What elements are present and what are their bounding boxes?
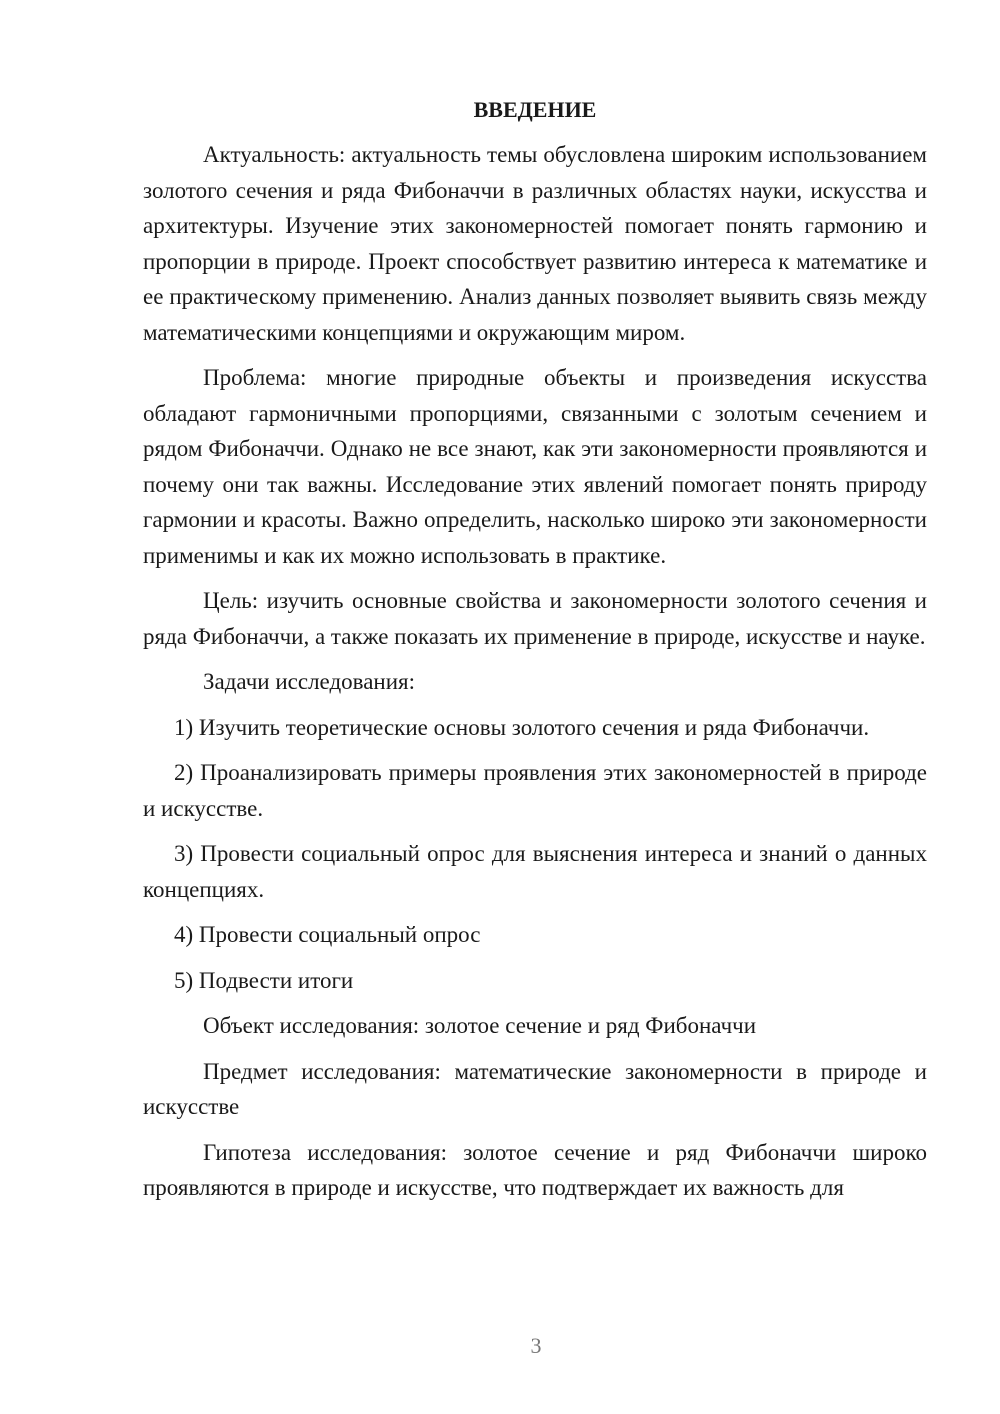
task-item-3: 3) Провести социальный опрос для выяснения интереса и знаний о данных концепциях. — [143, 841, 927, 902]
task-item-1: 1) Изучить теоретические основы золотого сечения и ряда Фибоначчи. — [174, 714, 870, 740]
subject-paragraph: Предмет исследования: математические закономерности в природе и искусстве — [143, 1058, 927, 1119]
hypothesis-paragraph: Гипотеза исследования: золотое сечение и ряд Фибоначчи широко проявляются в природе и искусстве, что подтверждает их важность для — [143, 1139, 927, 1200]
page-number: 3 — [530, 1333, 542, 1358]
section-heading: ВВЕДЕНИЕ — [473, 97, 597, 122]
task-item-5: 5) Подвести итоги — [174, 967, 354, 993]
problem-paragraph: Проблема: многие природные объекты и произведения искусства обладают гармоничными пропорциями, связанными с золотым сечением и рядом Фибоначчи. Однако не все знают, как эти закономерности проявляются и почему они так важны. Исследование этих явлений помогает понять природу гармонии и красоты. Важно определить, насколько широко эти закономерности применимы и как их можно использовать в практике. — [143, 365, 927, 568]
page-content — [143, 92, 927, 1216]
task-item-2: 2) Проанализировать примеры проявления этих закономерностей в природе и искусстве. — [143, 760, 927, 821]
tasks-title: Задачи исследования: — [203, 669, 416, 694]
object-paragraph: Объект исследования: золотое сечение и ряд Фибоначчи — [203, 1013, 757, 1038]
relevance-paragraph: Актуальность: актуальность темы обусловлена широким использованием золотого сечения и ряда Фибоначчи в различных областях науки, искусства и архитектуры. Изучение этих закономерностей помогает понять гармонию и пропорции в природе. Проект способствует развитию интереса к математике и ее практическому применению. Анализ данных позволяет выявить связь между математическими концепциями и окружающим миром. — [143, 142, 927, 345]
goal-paragraph: Цель: изучить основные свойства и закономерности золотого сечения и ряда Фибоначчи, а также показать их применение в природе, искусстве и науке. — [143, 588, 927, 649]
task-item-4: 4) Провести социальный опрос — [174, 922, 481, 947]
